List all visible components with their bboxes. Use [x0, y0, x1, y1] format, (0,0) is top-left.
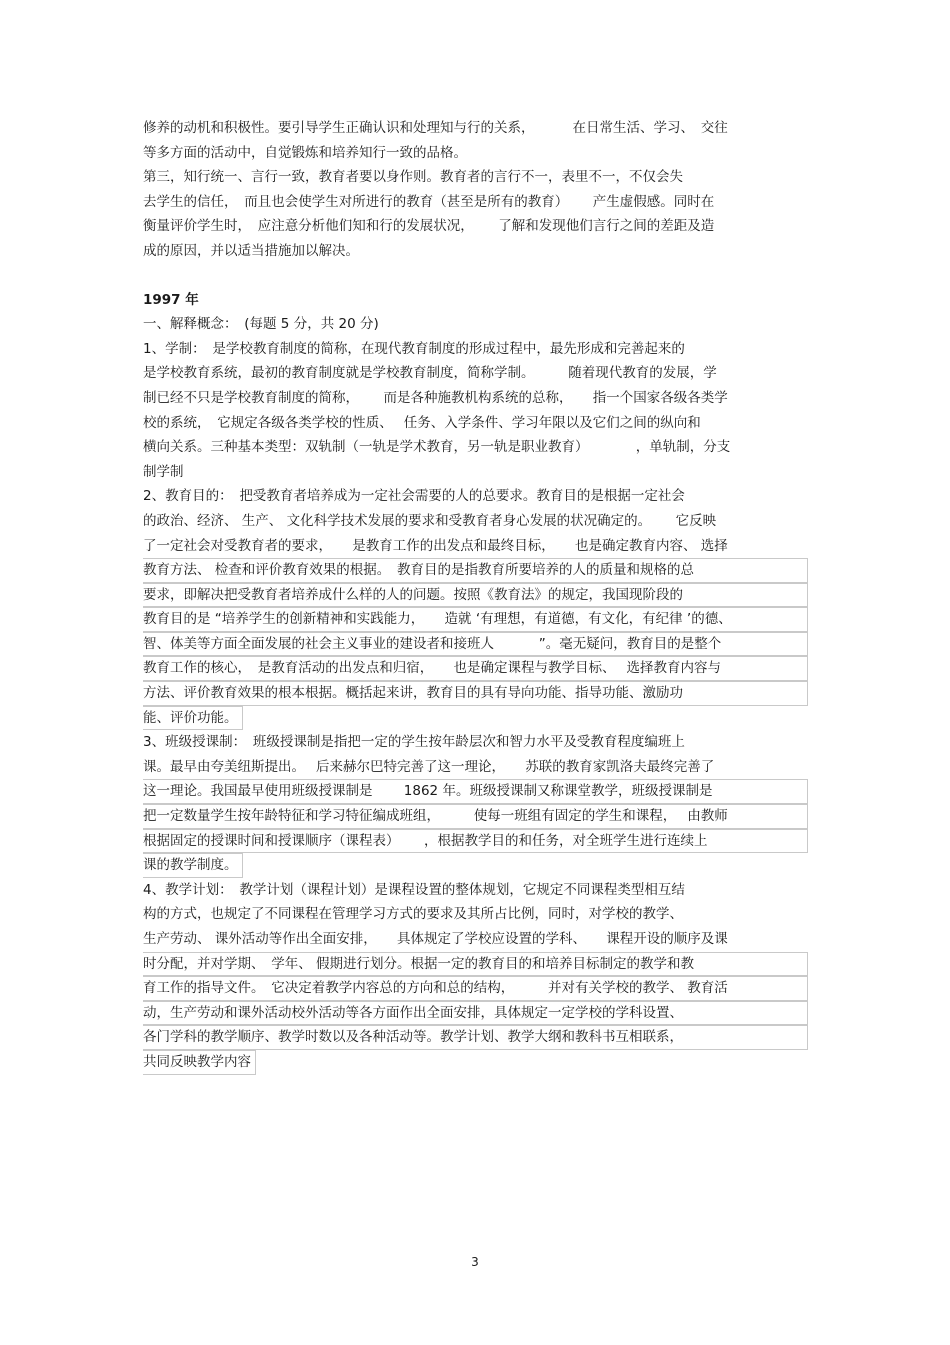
term-line: 2、教育目的： 把受教育者培养成为一定社会需要的人的总要求。教育目的是根据一定社会	[143, 488, 685, 505]
term-line: 制学制	[143, 463, 184, 480]
term-line: 时分配，并对学期、 学年、 假期进行划分。根据一定的教育目的和培养目标制定的教学和教	[143, 952, 808, 977]
term-line: 要求，即解决把受教育者培养成什么样的人的问题。按照《教育法》的规定，我国现阶段的	[143, 583, 808, 608]
term-line: 能、评价功能。	[143, 706, 243, 731]
paragraph-line: 衡量评价学生时， 应注意分析他们知和行的发展状况， 了解和发现他们言行之间的差距及造	[143, 218, 715, 235]
term-line: 方法、评价教育效果的根本根据。概括起来讲，教育目的具有导向功能、指导功能、激励功	[143, 681, 808, 706]
paragraph-line: 第三，知行统一、言行一致，教育者要以身作则。教育者的言行不一，表里不一，不仅会失	[143, 169, 683, 186]
term-line: 课的教学制度。	[143, 853, 243, 878]
term-line: 智、体美等方面全面发展的社会主义事业的建设者和接班人 ”。毫无疑问，教育目的是整个	[143, 632, 808, 657]
term-line: 把一定数量学生按年龄特征和学习特征编成班组， 使每一班组有固定的学生和课程， 由教师	[143, 804, 808, 829]
term-line: 各门学科的教学顺序、教学时数以及各种活动等。教学计划、教学大纲和教科书互相联系，	[143, 1025, 808, 1050]
term-line: 教育目的是 “培养学生的创新精神和实践能力， 造就 ‘有理想，有道德，有文化，有纪律 ’的德、	[143, 607, 808, 632]
term-line: 教育方法、 检查和评价教育效果的根据。 教育目的是指教育所要培养的人的质量和规格的总	[143, 558, 808, 583]
year-heading: 1997 年	[143, 291, 199, 308]
paragraph-line: 去学生的信任， 而且也会使学生对所进行的教育（甚至是所有的教育） 产生虚假感。同时在	[143, 193, 715, 210]
term-line: 共同反映教学内容	[143, 1050, 256, 1075]
term-line: 是学校教育系统，最初的教育制度就是学校教育制度，简称学制。 随着现代教育的发展，学	[143, 365, 717, 382]
term-line: 的政治、经济、 生产、 文化科学技术发展的要求和受教育者身心发展的状况确定的。 它反映	[143, 512, 717, 529]
term-line: 课。最早由夸美纽斯提出。 后来赫尔巴特完善了这一理论， 苏联的教育家凯洛夫最终完善了	[143, 758, 715, 775]
term-line: 了一定社会对受教育者的要求， 是教育工作的出发点和最终目标， 也是确定教育内容、 选择	[143, 537, 728, 554]
section-heading: 一、解释概念： (每题 5 分，共 20 分)	[143, 316, 379, 333]
term-line: 育工作的指导文件。 它决定着教学内容总的方向和总的结构， 并对有关学校的教学、 教育活	[143, 976, 808, 1001]
term-line: 教育工作的核心， 是教育活动的出发点和归宿， 也是确定课程与教学目标、 选择教育内容与	[143, 656, 808, 681]
term-line: 1、学制： 是学校教育制度的简称，在现代教育制度的形成过程中，最先形成和完善起来的	[143, 340, 685, 357]
page-number: 3	[471, 1255, 479, 1269]
paragraph-gap	[143, 264, 808, 288]
page-content	[143, 116, 808, 1075]
term-line: 根据固定的授课时间和授课顺序（课程表） ，根据教学目的和任务，对全班学生进行连续上	[143, 829, 808, 854]
term-line: 动，生产劳动和课外活动校外活动等各方面作出全面安排，具体规定一定学校的学科设置、	[143, 1001, 808, 1026]
term-line: 生产劳动、 课外活动等作出全面安排， 具体规定了学校应设置的学科、 课程开设的顺序及课	[143, 931, 728, 947]
paragraph-line: 等多方面的活动中，自觉锻炼和培养知行一致的品格。	[143, 144, 467, 161]
term-line: 4、教学计划： 教学计划（课程计划）是课程设置的整体规划，它规定不同课程类型相互结	[143, 881, 685, 898]
term-line: 横向关系。三种基本类型：双轨制（一轨是学术教育，另一轨是职业教育） ，单轨制，分支	[143, 439, 731, 456]
paragraph-line: 成的原因，并以适当措施加以解决。	[143, 242, 359, 259]
term-line: 3、班级授课制： 班级授课制是指把一定的学生按年龄层次和智力水平及受教育程度编班上	[143, 734, 685, 751]
term-line: 制已经不只是学校教育制度的简称， 而是各种施教机构系统的总称， 指一个国家各级各类学	[143, 389, 728, 406]
term-line: 这一理论。我国最早使用班级授课制是 1862 年。班级授课制又称课堂教学，班级授课制是	[143, 779, 808, 804]
term-line: 校的系统， 它规定各级各类学校的性质、 任务、入学条件、学习年限以及它们之间的纵向和	[143, 414, 701, 431]
term-line: 构的方式，也规定了不同课程在管理学习方式的要求及其所占比例，同时，对学校的教学、	[143, 906, 683, 923]
paragraph-line: 修养的动机和积极性。要引导学生正确认识和处理知与行的关系， 在日常生活、学习、 交往	[143, 120, 728, 136]
